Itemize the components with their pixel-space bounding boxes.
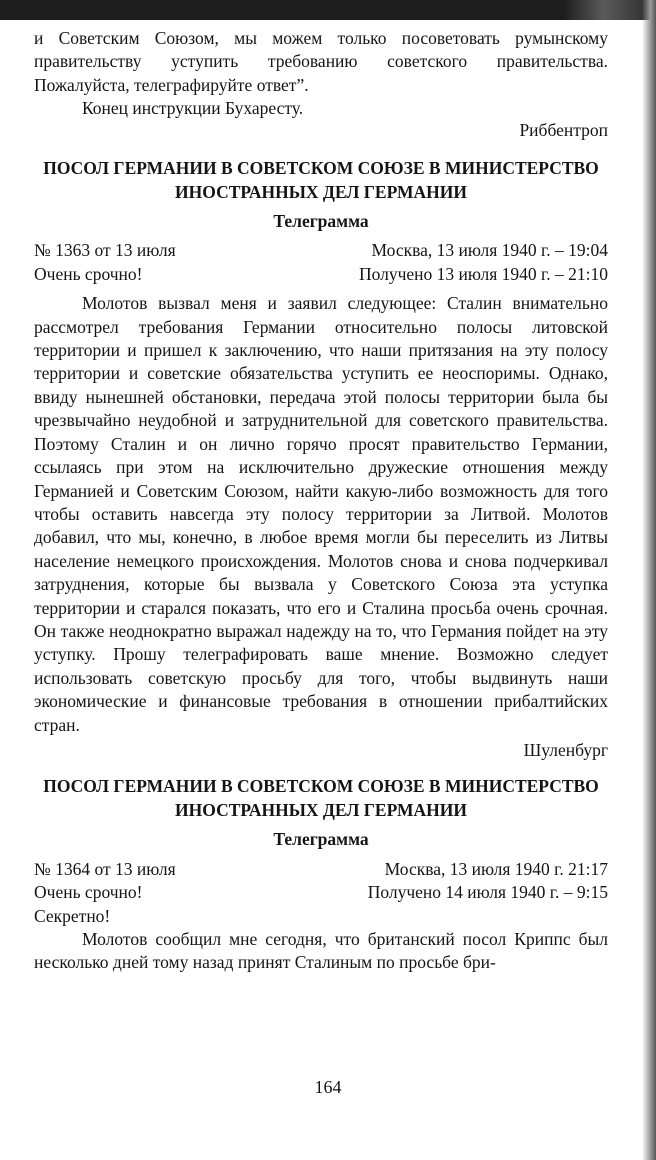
telegram-heading — [34, 156, 608, 204]
telegram-1363 — [34, 156, 608, 762]
telegram-meta-row — [34, 858, 608, 881]
signature-ribbentrop: Риббентроп — [519, 119, 608, 140]
telegram-urgency: Очень срочно! — [34, 263, 143, 284]
signature-schulenburg: Шуленбург — [523, 739, 608, 760]
telegram-number: № 1364 от 13 июля — [34, 858, 176, 879]
telegram-body: Молотов сообщил мне сегодня, что британский посол Криппс был несколько дней тому назад принят Сталиным по просьбе бри- — [34, 929, 608, 973]
scan-right-edge — [642, 0, 656, 1160]
end-instruction: Конец инструкции Бухаресту. — [82, 98, 304, 119]
intro-line: Пожалуйста, телеграфируйте ответ”. — [34, 74, 309, 95]
telegram-urgency: Очень срочно! — [34, 882, 143, 903]
telegram-body: Молотов вызвал меня и заявил следующее: Сталин внимательно рассмотрел требования Германии относительно полосы литовской территории и пришел к заключению, что наши притязания на эту полосу территории и советские обязательства уступить ее неоспоримы. Однако, ввиду нынешней обстановки, передача этой полосы территории была бы чрезвычайно неудобной и затруднительной для советского правительства. Поэтому Сталин и он лично горячо просят правительство Германии, ссылаясь при этом на исключительно дружеские отношения между Германией и Советским Союзом, найти какую-либо возможность для того чтобы оставить навсегда эту полосу территории за Литвой. Молотов добавил, что мы, конечно, в любое время могли бы переселить из Литвы население немецкого происхождения. Молотов снова и снова подчеркивал затруднения, которые бы вызвала у Советского Союза эта уступка территории и старался показать, что его и Сталина просьба очень срочная. Он также неоднократно выражал надежду на то, что Германия пойдет на эту уступку. Прошу телеграфировать ваше мнение. Возможно следует использовать советскую просьбу для того, чтобы выдвинуть наши экономические и финансовые требования в отношении прибалтийских стран. — [34, 293, 608, 735]
document-page — [34, 27, 608, 975]
telegram-type: Телеграмма — [273, 829, 369, 850]
telegram-type: Телеграмма — [273, 211, 369, 232]
telegram-1364 — [34, 774, 608, 974]
telegram-secrecy: Секретно! — [34, 905, 111, 926]
telegram-meta-row — [34, 263, 608, 286]
telegram-meta-row — [34, 239, 608, 262]
intro-line: и Советским Союзом, мы можем только посоветовать румынскому — [34, 28, 608, 48]
page-number: 164 — [314, 1077, 342, 1097]
telegram-sent: Москва, 13 июля 1940 г. 21:17 — [384, 858, 608, 879]
scan-top-edge — [0, 0, 656, 20]
telegram-heading — [34, 774, 608, 822]
heading-line: ПОСОЛ ГЕРМАНИИ В СОВЕТСКОМ СОЮЗЕ В МИНИСТЕРСТВО — [43, 776, 599, 797]
telegram-meta-row — [34, 881, 608, 904]
telegram-sent: Москва, 13 июля 1940 г. – 19:04 — [371, 240, 608, 261]
intro-line: правительству уступить требованию советского правительства. — [34, 51, 608, 72]
heading-line: ПОСОЛ ГЕРМАНИИ В СОВЕТСКОМ СОЮЗЕ В МИНИСТЕРСТВО — [43, 158, 599, 179]
telegram-number: № 1363 от 13 июля — [34, 240, 176, 261]
telegram-received: Получено 13 июля 1940 г. – 21:10 — [358, 263, 608, 284]
heading-line: ИНОСТРАННЫХ ДЕЛ ГЕРМАНИИ — [175, 800, 467, 821]
heading-line: ИНОСТРАННЫХ ДЕЛ ГЕРМАНИИ — [175, 182, 467, 203]
telegram-received: Получено 14 июля 1940 г. – 9:15 — [367, 882, 608, 903]
